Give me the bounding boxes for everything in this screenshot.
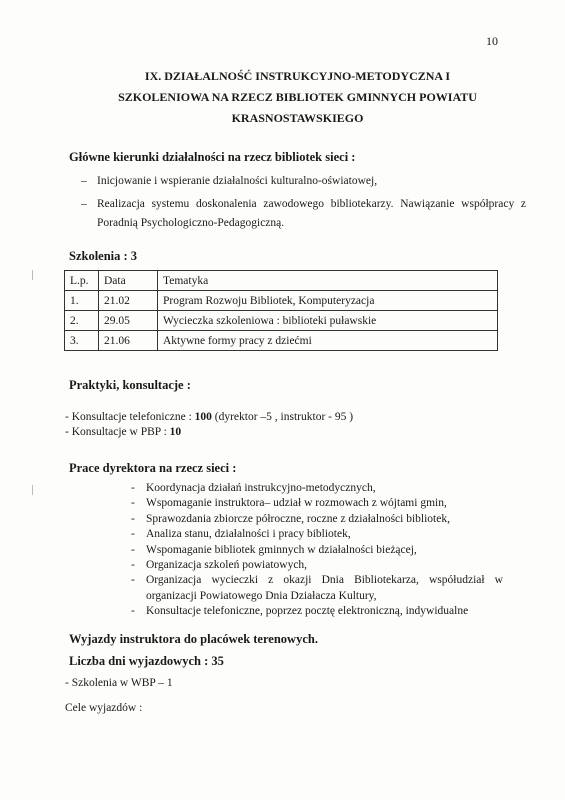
column-header: Data bbox=[99, 271, 158, 291]
list-item: - Sprawozdania zbiorcze półroczne, roczne z działalności bibliotek, bbox=[131, 512, 503, 527]
pbp-consultations-line: - Konsultacje w PBP : 10 bbox=[65, 426, 182, 438]
dash-bullet: - bbox=[131, 574, 135, 587]
list-item: – Inicjowanie i wspieranie działalności kulturalno-oświatowej, bbox=[81, 172, 526, 191]
phone-count: 100 bbox=[194, 411, 212, 423]
page-number: 10 bbox=[486, 34, 498, 48]
list-item: - Organizacja wycieczki z okazji Dnia Bibliotekarza, współudział w organizacji Powiatowego Dnia Działacza Kultury, bbox=[131, 574, 503, 602]
dash-bullet: - bbox=[131, 605, 135, 618]
dash-bullet: – bbox=[81, 198, 87, 210]
list-item: - Wspomaganie instruktora– udział w rozmowach z wójtami gmin, bbox=[131, 496, 503, 511]
list-item: – Realizacja systemu doskonalenia zawodowego bibliotekarzy. Nawiązanie współpracy z Poradnią Psychologiczno-Pedagogiczną. bbox=[81, 195, 526, 233]
dash-bullet: - bbox=[131, 482, 135, 494]
directions-heading: Główne kierunki działalności na rzecz bibliotek sieci : bbox=[69, 150, 356, 164]
trainings-heading: Szkolenia : 3 bbox=[69, 249, 138, 263]
table-row bbox=[65, 331, 498, 351]
table-cell: 3. bbox=[65, 331, 99, 351]
table-cell: 2. bbox=[65, 311, 99, 331]
table-cell: 29.05 bbox=[99, 311, 158, 331]
table-header-row bbox=[65, 271, 498, 291]
pbp-count: 10 bbox=[169, 426, 182, 438]
table-cell: Wycieczka szkoleniowa : biblioteki puławskie bbox=[158, 311, 498, 331]
dash-bullet: - bbox=[131, 543, 135, 556]
trainings-table bbox=[64, 270, 498, 351]
directions-list bbox=[81, 172, 526, 233]
column-header: Tematyka bbox=[158, 271, 498, 291]
list-item: - Organizacja szkoleń powiatowych, bbox=[131, 558, 503, 573]
scan-mark bbox=[32, 485, 33, 495]
practices-heading: Praktyki, konsultacje : bbox=[69, 378, 191, 392]
dash-bullet: - bbox=[131, 528, 135, 541]
practices-lines bbox=[65, 410, 353, 440]
list-item: - Konsultacje telefoniczne, poprzez pocztę elektroniczną, indywidualne bbox=[131, 604, 503, 619]
wbp-training-line: - Szkolenia w WBP – 1 bbox=[65, 677, 173, 689]
table-cell: 1. bbox=[65, 291, 99, 311]
dash-bullet: - bbox=[131, 512, 135, 525]
table-cell: 21.02 bbox=[99, 291, 158, 311]
trips-heading: Wyjazdy instruktora do placówek terenowych. bbox=[69, 632, 318, 646]
trip-days-heading: Liczba dni wyjazdowych : 35 bbox=[69, 654, 224, 668]
scan-mark bbox=[32, 270, 33, 280]
title-line: KRASNOSTAWSKIEGO bbox=[231, 111, 364, 125]
table-cell: 21.06 bbox=[99, 331, 158, 351]
trip-goals-label: Cele wyjazdów : bbox=[65, 702, 143, 714]
page-title bbox=[70, 66, 525, 129]
director-list bbox=[131, 481, 503, 620]
dash-bullet: – bbox=[81, 175, 87, 187]
phone-consultations-line: - Konsultacje telefoniczne : 100 (dyrektor –5 , instruktor - 95 ) bbox=[65, 411, 354, 423]
table-row bbox=[65, 311, 498, 331]
list-item: - Analiza stanu, działalności i pracy bibliotek, bbox=[131, 527, 503, 542]
column-header: L.p. bbox=[65, 271, 99, 291]
title-line: IX. DZIAŁALNOŚĆ INSTRUKCYJNO-METODYCZNA I bbox=[144, 69, 451, 83]
list-item: - Wspomaganie bibliotek gminnych w działalności bieżącej, bbox=[131, 543, 503, 558]
title-line: SZKOLENIOWA NA RZECZ BIBLIOTEK GMINNYCH POWIATU bbox=[118, 90, 477, 104]
list-item: - Koordynacja działań instrukcyjno-metodycznych, bbox=[131, 481, 503, 496]
table-cell: Program Rozwoju Bibliotek, Komputeryzacja bbox=[158, 291, 498, 311]
dash-bullet: - bbox=[131, 497, 135, 510]
director-heading: Prace dyrektora na rzecz sieci : bbox=[69, 461, 237, 475]
table-row bbox=[65, 291, 498, 311]
table-cell: Aktywne formy pracy z dziećmi bbox=[158, 331, 498, 351]
dash-bullet: - bbox=[131, 559, 135, 572]
